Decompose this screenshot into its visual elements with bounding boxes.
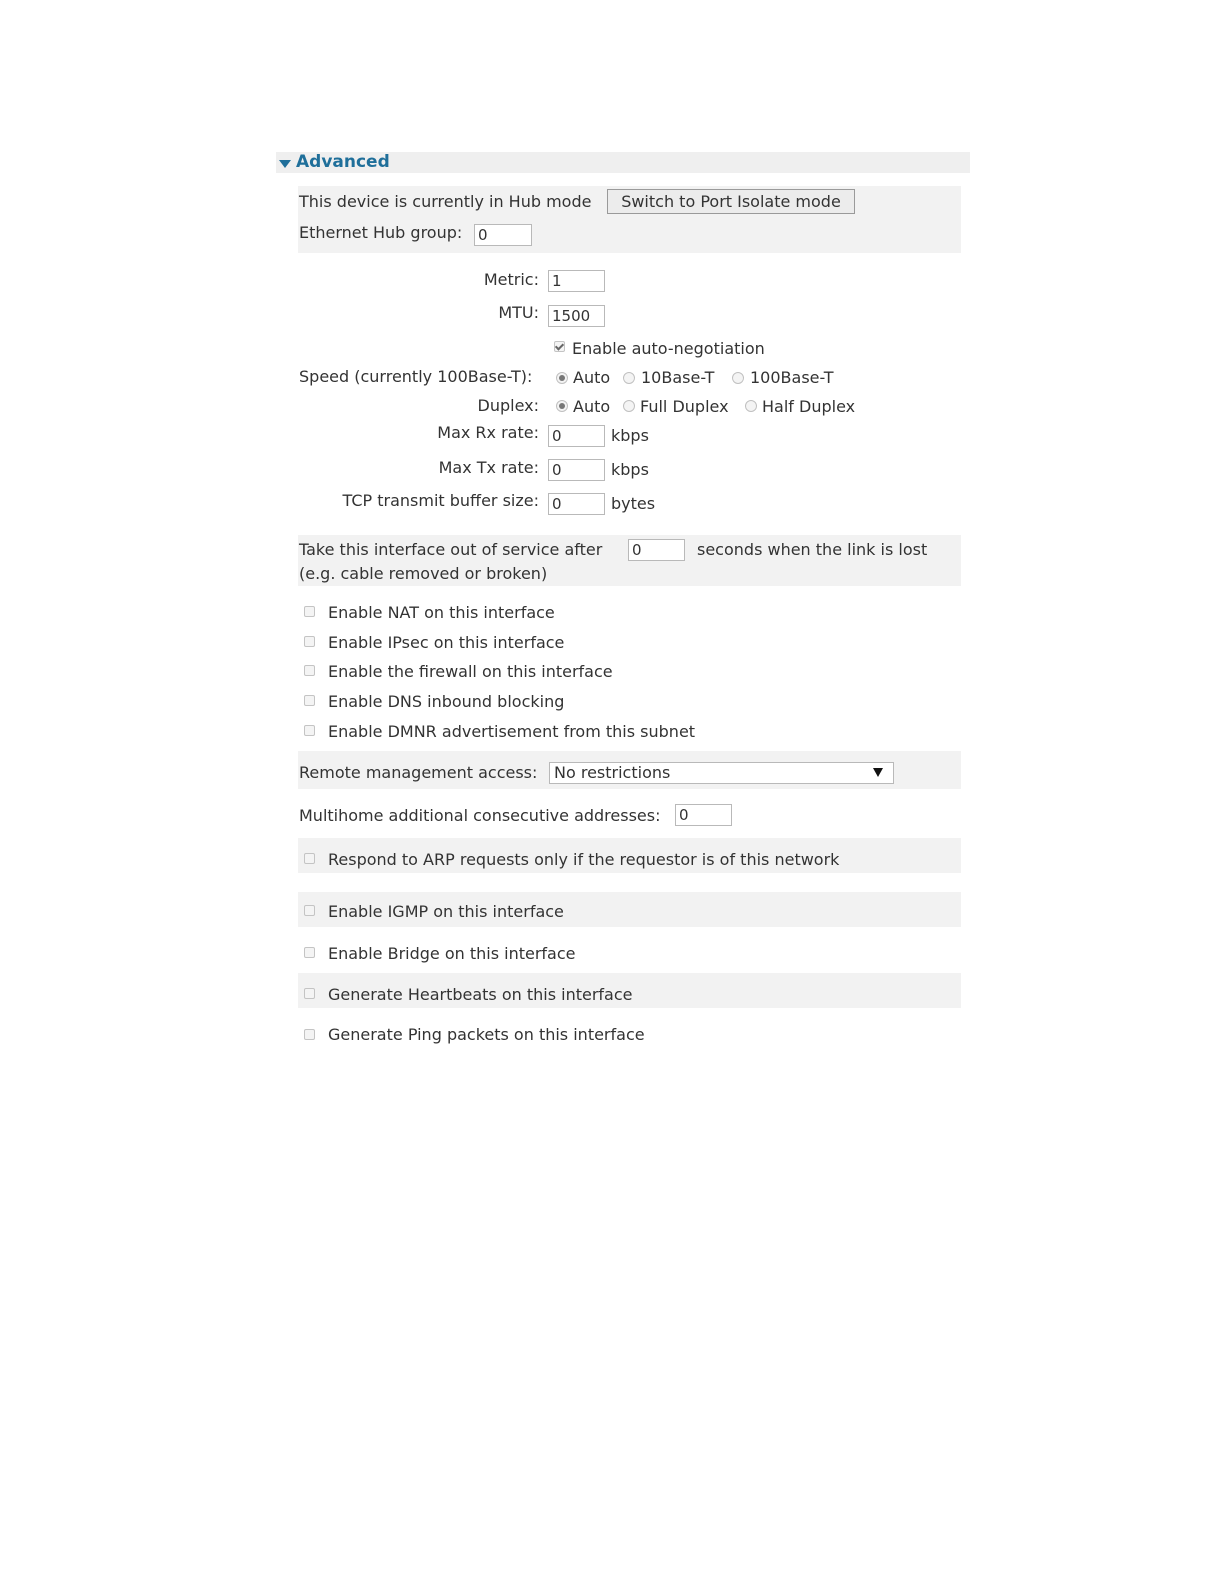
metric-input[interactable] [548, 270, 605, 292]
nat-label: Enable NAT on this interface [328, 603, 555, 622]
collapse-triangle-icon[interactable] [279, 160, 291, 168]
out-of-service-input[interactable] [628, 539, 685, 561]
ping-checkbox[interactable] [304, 1029, 315, 1040]
max-rx-unit: kbps [611, 426, 649, 445]
mtu-input[interactable] [548, 305, 605, 327]
ipsec-label: Enable IPsec on this interface [328, 633, 565, 652]
tcp-buffer-label: TCP transmit buffer size: [342, 491, 539, 510]
firewall-label: Enable the firewall on this interface [328, 662, 613, 681]
speed-100base-radio[interactable] [732, 372, 744, 384]
out-of-service-suffix: seconds when the link is lost [697, 540, 928, 559]
dmnr-label: Enable DMNR advertisement from this subnet [328, 722, 696, 741]
arp-checkbox[interactable] [304, 853, 315, 864]
metric-label: Metric: [483, 270, 539, 289]
out-of-service-note: (e.g. cable removed or broken) [299, 564, 548, 583]
dns-label: Enable DNS inbound blocking [328, 692, 565, 711]
multihome-input[interactable] [675, 804, 732, 826]
firewall-checkbox[interactable] [304, 665, 315, 676]
duplex-full-radio[interactable] [623, 400, 635, 412]
remote-select[interactable] [549, 762, 894, 784]
speed-10base-radio[interactable] [623, 372, 635, 384]
hub-group-label: Ethernet Hub group: [299, 223, 463, 242]
heartbeats-checkbox[interactable] [304, 988, 315, 999]
multihome-label: Multihome additional consecutive addresses: [299, 806, 661, 825]
speed-auto-radio[interactable] [556, 372, 568, 384]
bridge-label: Enable Bridge on this interface [328, 944, 576, 963]
duplex-half-label: Half Duplex [762, 397, 856, 416]
autoneg-checkbox[interactable] [554, 341, 565, 352]
tcp-buffer-input[interactable] [548, 493, 605, 515]
bridge-checkbox[interactable] [304, 947, 315, 958]
duplex-full-label: Full Duplex [640, 397, 729, 416]
remote-label: Remote management access: [299, 763, 538, 782]
speed-10base-label: 10Base-T [641, 368, 715, 387]
ipsec-checkbox[interactable] [304, 636, 315, 647]
heartbeats-label: Generate Heartbeats on this interface [328, 985, 633, 1004]
max-tx-label: Max Tx rate: [438, 458, 539, 477]
out-of-service-prefix: Take this interface out of service after [299, 540, 603, 559]
dropdown-arrow-icon [873, 768, 883, 777]
nat-checkbox[interactable] [304, 606, 315, 617]
duplex-half-radio[interactable] [745, 400, 757, 412]
remote-select-value: No restrictions [554, 763, 671, 782]
tcp-buffer-unit: bytes [611, 494, 656, 513]
speed-auto-label: Auto [573, 368, 611, 387]
duplex-auto-radio[interactable] [556, 400, 568, 412]
max-tx-unit: kbps [611, 460, 649, 479]
ping-label: Generate Ping packets on this interface [328, 1025, 645, 1044]
speed-100base-label: 100Base-T [750, 368, 834, 387]
hub-status-text: This device is currently in Hub mode [299, 192, 592, 211]
arp-label: Respond to ARP requests only if the requestor is of this network [328, 850, 840, 869]
dmnr-checkbox[interactable] [304, 725, 315, 736]
autoneg-label: Enable auto-negotiation [572, 339, 765, 358]
section-title[interactable]: Advanced [296, 152, 390, 172]
hub-group-input[interactable] [474, 224, 532, 246]
igmp-checkbox[interactable] [304, 905, 315, 916]
duplex-auto-label: Auto [573, 397, 611, 416]
max-tx-input[interactable] [548, 459, 605, 481]
igmp-label: Enable IGMP on this interface [328, 902, 564, 921]
max-rx-label: Max Rx rate: [437, 423, 539, 442]
max-rx-input[interactable] [548, 425, 605, 447]
speed-label: Speed (currently 100Base-T): [299, 367, 533, 386]
duplex-label: Duplex: [477, 396, 539, 415]
dns-checkbox[interactable] [304, 695, 315, 706]
switch-port-isolate-button[interactable]: Switch to Port Isolate mode [607, 189, 855, 214]
mtu-label: MTU: [498, 303, 539, 322]
